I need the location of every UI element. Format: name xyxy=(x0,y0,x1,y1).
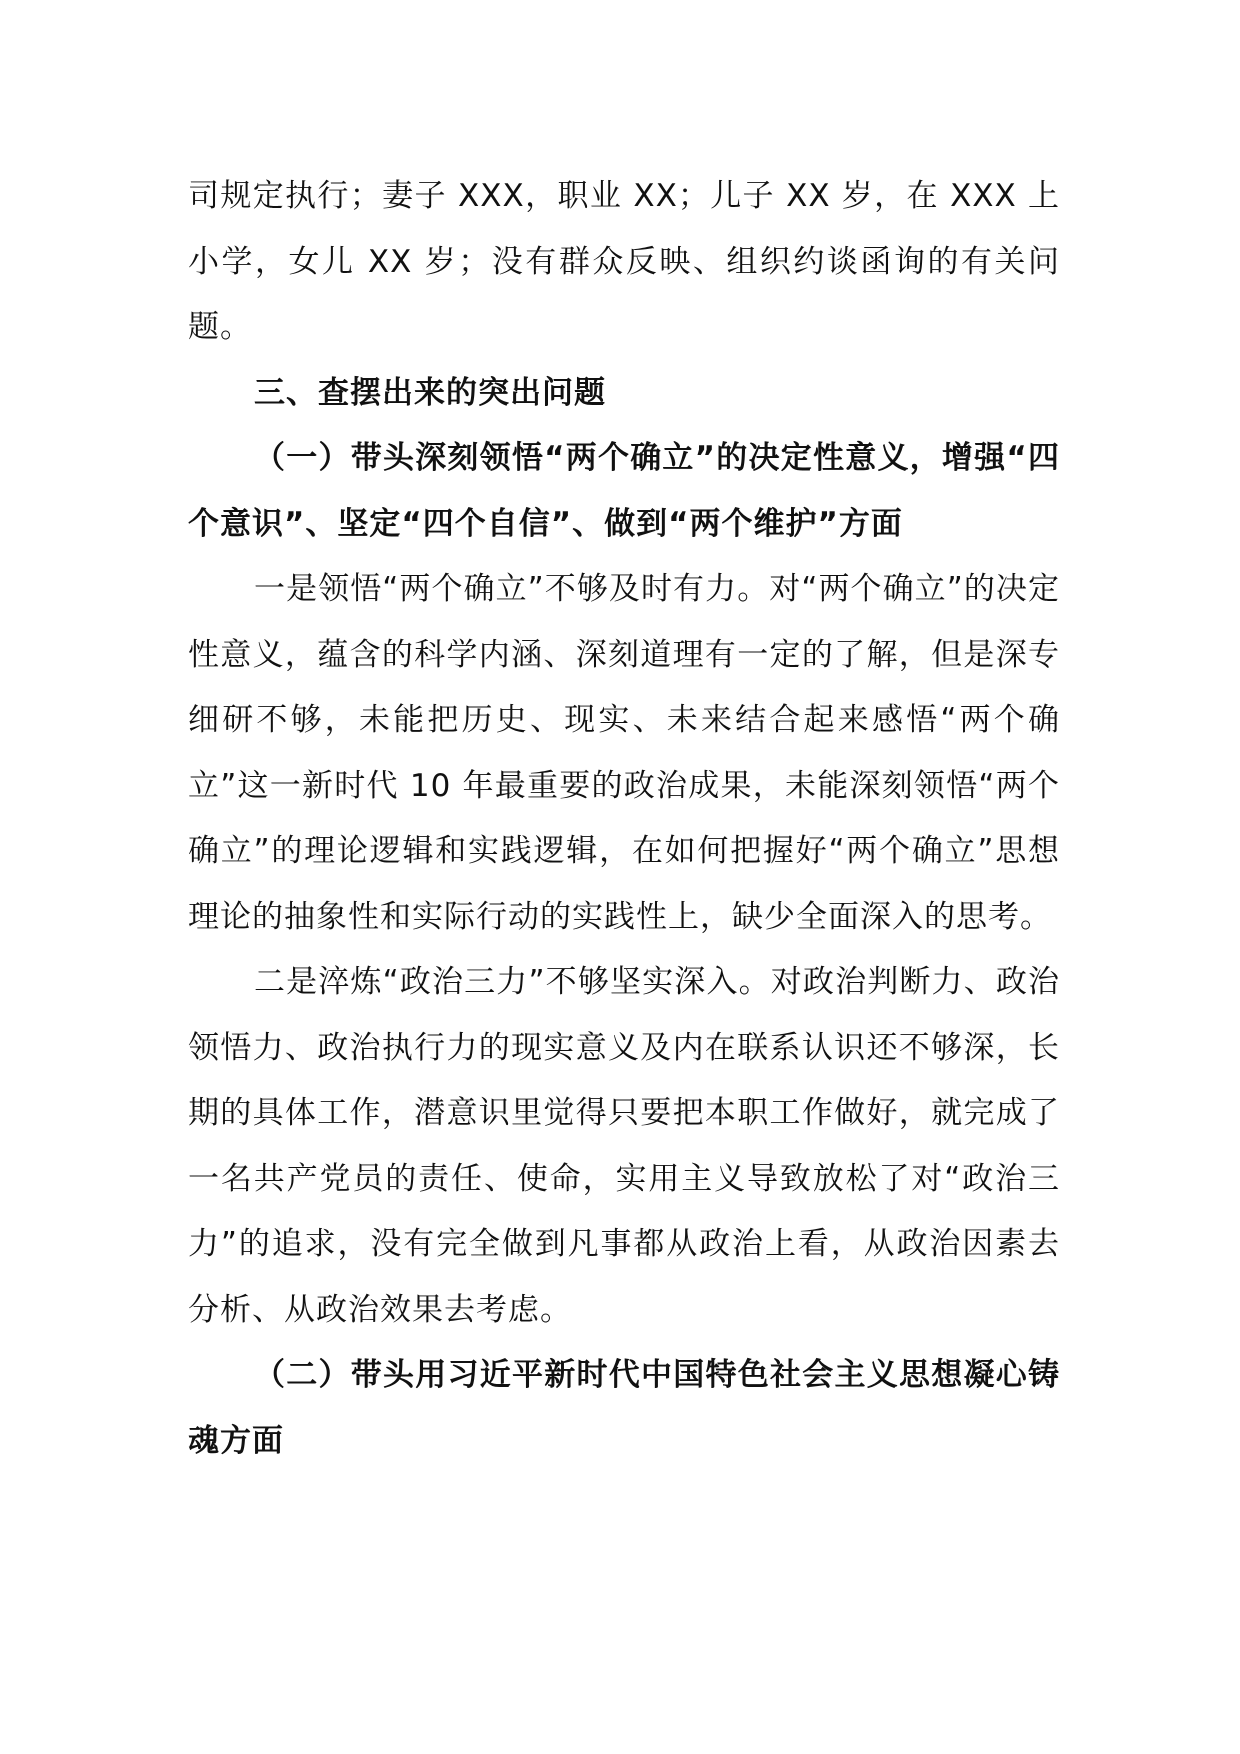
paragraph-family-info: 司规定执行；妻子 XXX，职业 XX；儿子 XX 岁，在 XXX 上小学，女儿 XX 岁；没有群众反映、组织约谈函询的有关问题。 xyxy=(188,178,1060,345)
paragraph-point-1: 一是领悟“两个确立”不够及时有力。对“两个确立”的决定性意义，蕴含的科学内涵、深刻道理有一定的了解，但是深专细研不够，未能把历史、现实、未来结合起来感悟“两个确立”这一新时代 10 年最重要的政治成果，未能深刻领悟“两个确立”的理论逻辑和实践逻辑，在如何把握好“两个确立”思想理论的抽象性和实际行动的实践性上，缺少全面深入的思考。 xyxy=(188,571,1060,935)
subsection-heading-1: （一）带头深刻领悟“两个确立”的决定性意义，增强“四个意识”、坚定“四个自信”、做到“两个维护”方面 xyxy=(188,440,1060,542)
subsection-heading-2: （二）带头用习近平新时代中国特色社会主义思想凝心铸魂方面 xyxy=(188,1357,1060,1459)
document-page xyxy=(188,164,1060,1474)
paragraph-point-2: 二是淬炼“政治三力”不够坚实深入。对政治判断力、政治领悟力、政治执行力的现实意义及内在联系认识还不够深，长期的具体工作，潜意识里觉得只要把本职工作做好，就完成了一名共产党员的责任、使命，实用主义导致放松了对“政治三力”的追求，没有完全做到凡事都从政治上看，从政治因素去分析、从政治效果去考虑。 xyxy=(188,964,1060,1328)
section-heading-3: 三、查摆出来的突出问题 xyxy=(254,374,606,411)
